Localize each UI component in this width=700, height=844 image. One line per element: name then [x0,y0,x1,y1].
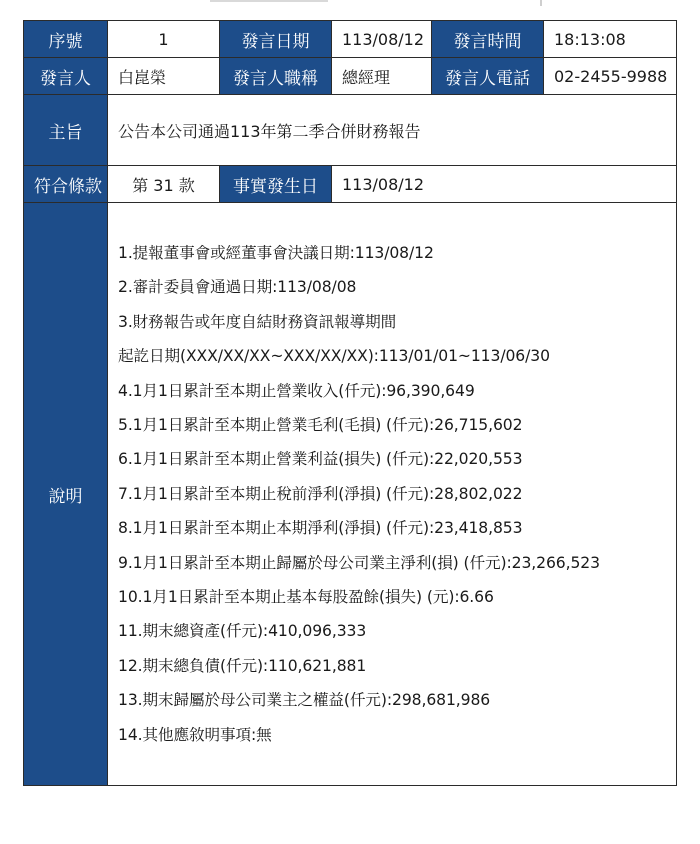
date-value: 113/08/12 [332,21,432,58]
seq-value: 1 [108,21,220,58]
description-item: 8.1月1日累計至本期止本期淨利(淨損) (仟元):23,418,853 [118,519,523,538]
table-row [24,166,677,203]
announcement-table [23,20,677,786]
date-label: 發言日期 [220,21,332,58]
time-label: 發言時間 [432,21,544,58]
description-item: 9.1月1日累計至本期止歸屬於母公司業主淨利(損) (仟元):23,266,523 [118,553,600,572]
subject-label: 主旨 [24,95,108,166]
description-item: 6.1月1日累計至本期止營業利益(損失) (仟元):22,020,553 [118,450,523,469]
fact-date-value: 113/08/12 [332,166,677,203]
table-row [24,58,677,95]
description-item: 14.其他應敘明事項:無 [118,725,272,744]
description-item: 11.期末總資產(仟元):410,096,333 [118,622,367,641]
description-item: 起訖日期(XXX/XX/XX~XXX/XX/XX):113/01/01~113/06/30 [118,347,550,366]
speaker-phone-label: 發言人電話 [432,58,544,95]
description-item: 1.提報董事會或經董事會決議日期:113/08/12 [118,243,434,262]
description-item: 12.期末總負債(仟元):110,621,881 [118,656,367,675]
seq-label: 序號 [24,21,108,58]
description-item: 4.1月1日累計至本期止營業收入(仟元):96,390,649 [118,381,475,400]
description-item: 7.1月1日累計至本期止稅前淨利(淨損) (仟元):28,802,022 [118,484,523,503]
speaker-title-value: 總經理 [332,58,432,95]
description-list [118,236,666,752]
description-item: 13.期末歸屬於母公司業主之權益(仟元):298,681,986 [118,691,491,710]
description-item: 3.財務報告或年度自結財務資訊報導期間 [118,312,397,331]
clause-label: 符合條款 [24,166,108,203]
description-item: 10.1月1日累計至本期止基本每股盈餘(損失) (元):6.66 [118,588,494,607]
table-row [24,203,677,786]
description-cell [108,203,677,786]
description-item: 2.審計委員會通過日期:113/08/08 [118,278,357,297]
time-value: 18:13:08 [544,21,677,58]
speaker-title-label: 發言人職稱 [220,58,332,95]
clause-value: 第 31 款 [108,166,220,203]
speaker-label: 發言人 [24,58,108,95]
description-label: 說明 [24,203,108,786]
speaker-phone-value: 02-2455-9988 [544,58,677,95]
top-edge-mark [210,0,328,2]
subject-value: 公告本公司通過113年第二季合併財務報告 [108,95,677,166]
description-item: 5.1月1日累計至本期止營業毛利(毛損) (仟元):26,715,602 [118,415,523,434]
table-row [24,95,677,166]
fact-date-label: 事實發生日 [220,166,332,203]
speaker-value: 白崑榮 [108,58,220,95]
table-row [24,21,677,58]
top-edge [0,0,700,8]
top-edge-mark [540,0,542,6]
